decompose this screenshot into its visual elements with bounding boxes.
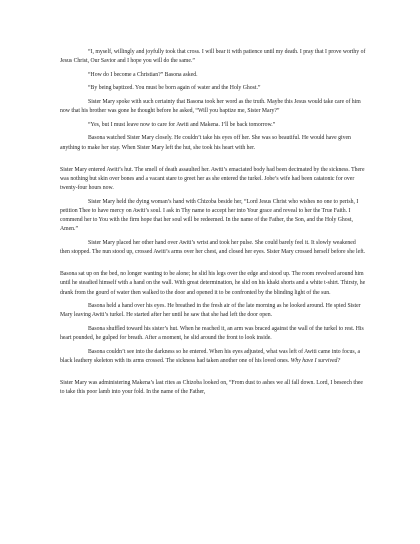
paragraph: Sister Mary held the dying woman’s hand with Chizoba beside her, “Lord Jesus Christ who wishes no one to perish, I petition Thee to have mercy on Awiti’s soul. I ask in Thy name to accept her into Your grace and reveal to her the True Faith. I commend her to You with the firm hope that her soul will be redeemed. In the name of the Father, the Son, and the Holy Ghost, Amen.” [60,198,359,233]
paragraph: Basona shuffled toward his sister’s hut. When he reached it, an arm was braced against the wall of the turkel to rest. His heart pounded, he gulped for breath. After a moment, he slid around the front to look inside. [60,325,364,342]
paragraph: “How do I become a Christian?” Basona asked. [88,71,198,78]
scene-break [60,371,367,380]
paragraph: Basona watched Sister Mary closely. He couldn’t take his eyes off her. She was so beautiful. He would have given anything to make her stay. When Sister Mary left the hut, she took his heart with her. [60,135,351,151]
paragraph: Sister Mary was administering Makena’s last rites as Chizoba looked on, “From dust to ashes we all fall down. Lord, I beseech thee to take this poor lamb into your fold. In the name of the Father, [60,380,363,396]
scene-break [60,262,367,271]
paragraph: Sister Mary placed her other hand over Awiti’s wrist and took her pulse. She could barely feel it. It slowly weakened then stopped. The nun stood up, crossed Awiti’s arms over her chest, and closed her eyes. Sister Mary crossed herself before she left. [60,239,366,256]
paragraph: Sister Mary spoke with such certainty that Basona took her word as the truth. Maybe this Jesus would take care of him now that his brother was gone he thought before he asked, “Will you baptize me, Sister Mary?” [60,98,361,115]
paragraph: “Yes, but I must leave now to care for Awiti and Makena. I’ll be back tomorrow.” [88,121,276,128]
paragraph [60,348,367,366]
scene-break [60,157,367,166]
paragraph: Basona sat up on the bed, no longer wanting to be alone; he slid his legs over the edge and stood up. The room revolved around him until he steadied himself with a hand on the wall. With great determination, he slid on his khaki shorts and a white t-shirt. Thirsty, he drank from the gourd of water then walked to the door and opened it to be confronted by the blinding light of the sun. [60,271,366,296]
paragraph-text: Basona couldn’t see into the darkness so he entered. When his eyes adjusted, what was left of Awiti came into focus, a black leathery skeleton with its arms crossed. The sickness had taken another one of his loved ones. [60,348,360,364]
paragraph: Basona held a hand over his eyes. He breathed in the fresh air of the late morning as he looked around. He spied Sister Mary leaving Awiti’s turkel. He started after her until he saw that she had left the door open. [60,303,361,319]
body-text [60,48,367,402]
paragraph: “By being baptized. You must be born again of water and the Holy Ghost.” [88,85,261,92]
paragraph: Sister Mary entered Awiti’s hut. The smell of death assaulted her. Awiti’s emaciated body had been decimated by the sickness. There was nothing but skin over bones and a vacant stare to greet her as she entered the turkel. Jobe’s wife had been catatonic for over twenty-four hours now. [60,166,365,192]
italic-text: Why have I survived? [290,357,341,364]
paragraph: “I, myself, willingly and joyfully took that cross. I will bear it with patience until my death. I pray that I prove worthy of Jesus Christ, Our Savior and I hope you will do the same.” [60,49,366,65]
